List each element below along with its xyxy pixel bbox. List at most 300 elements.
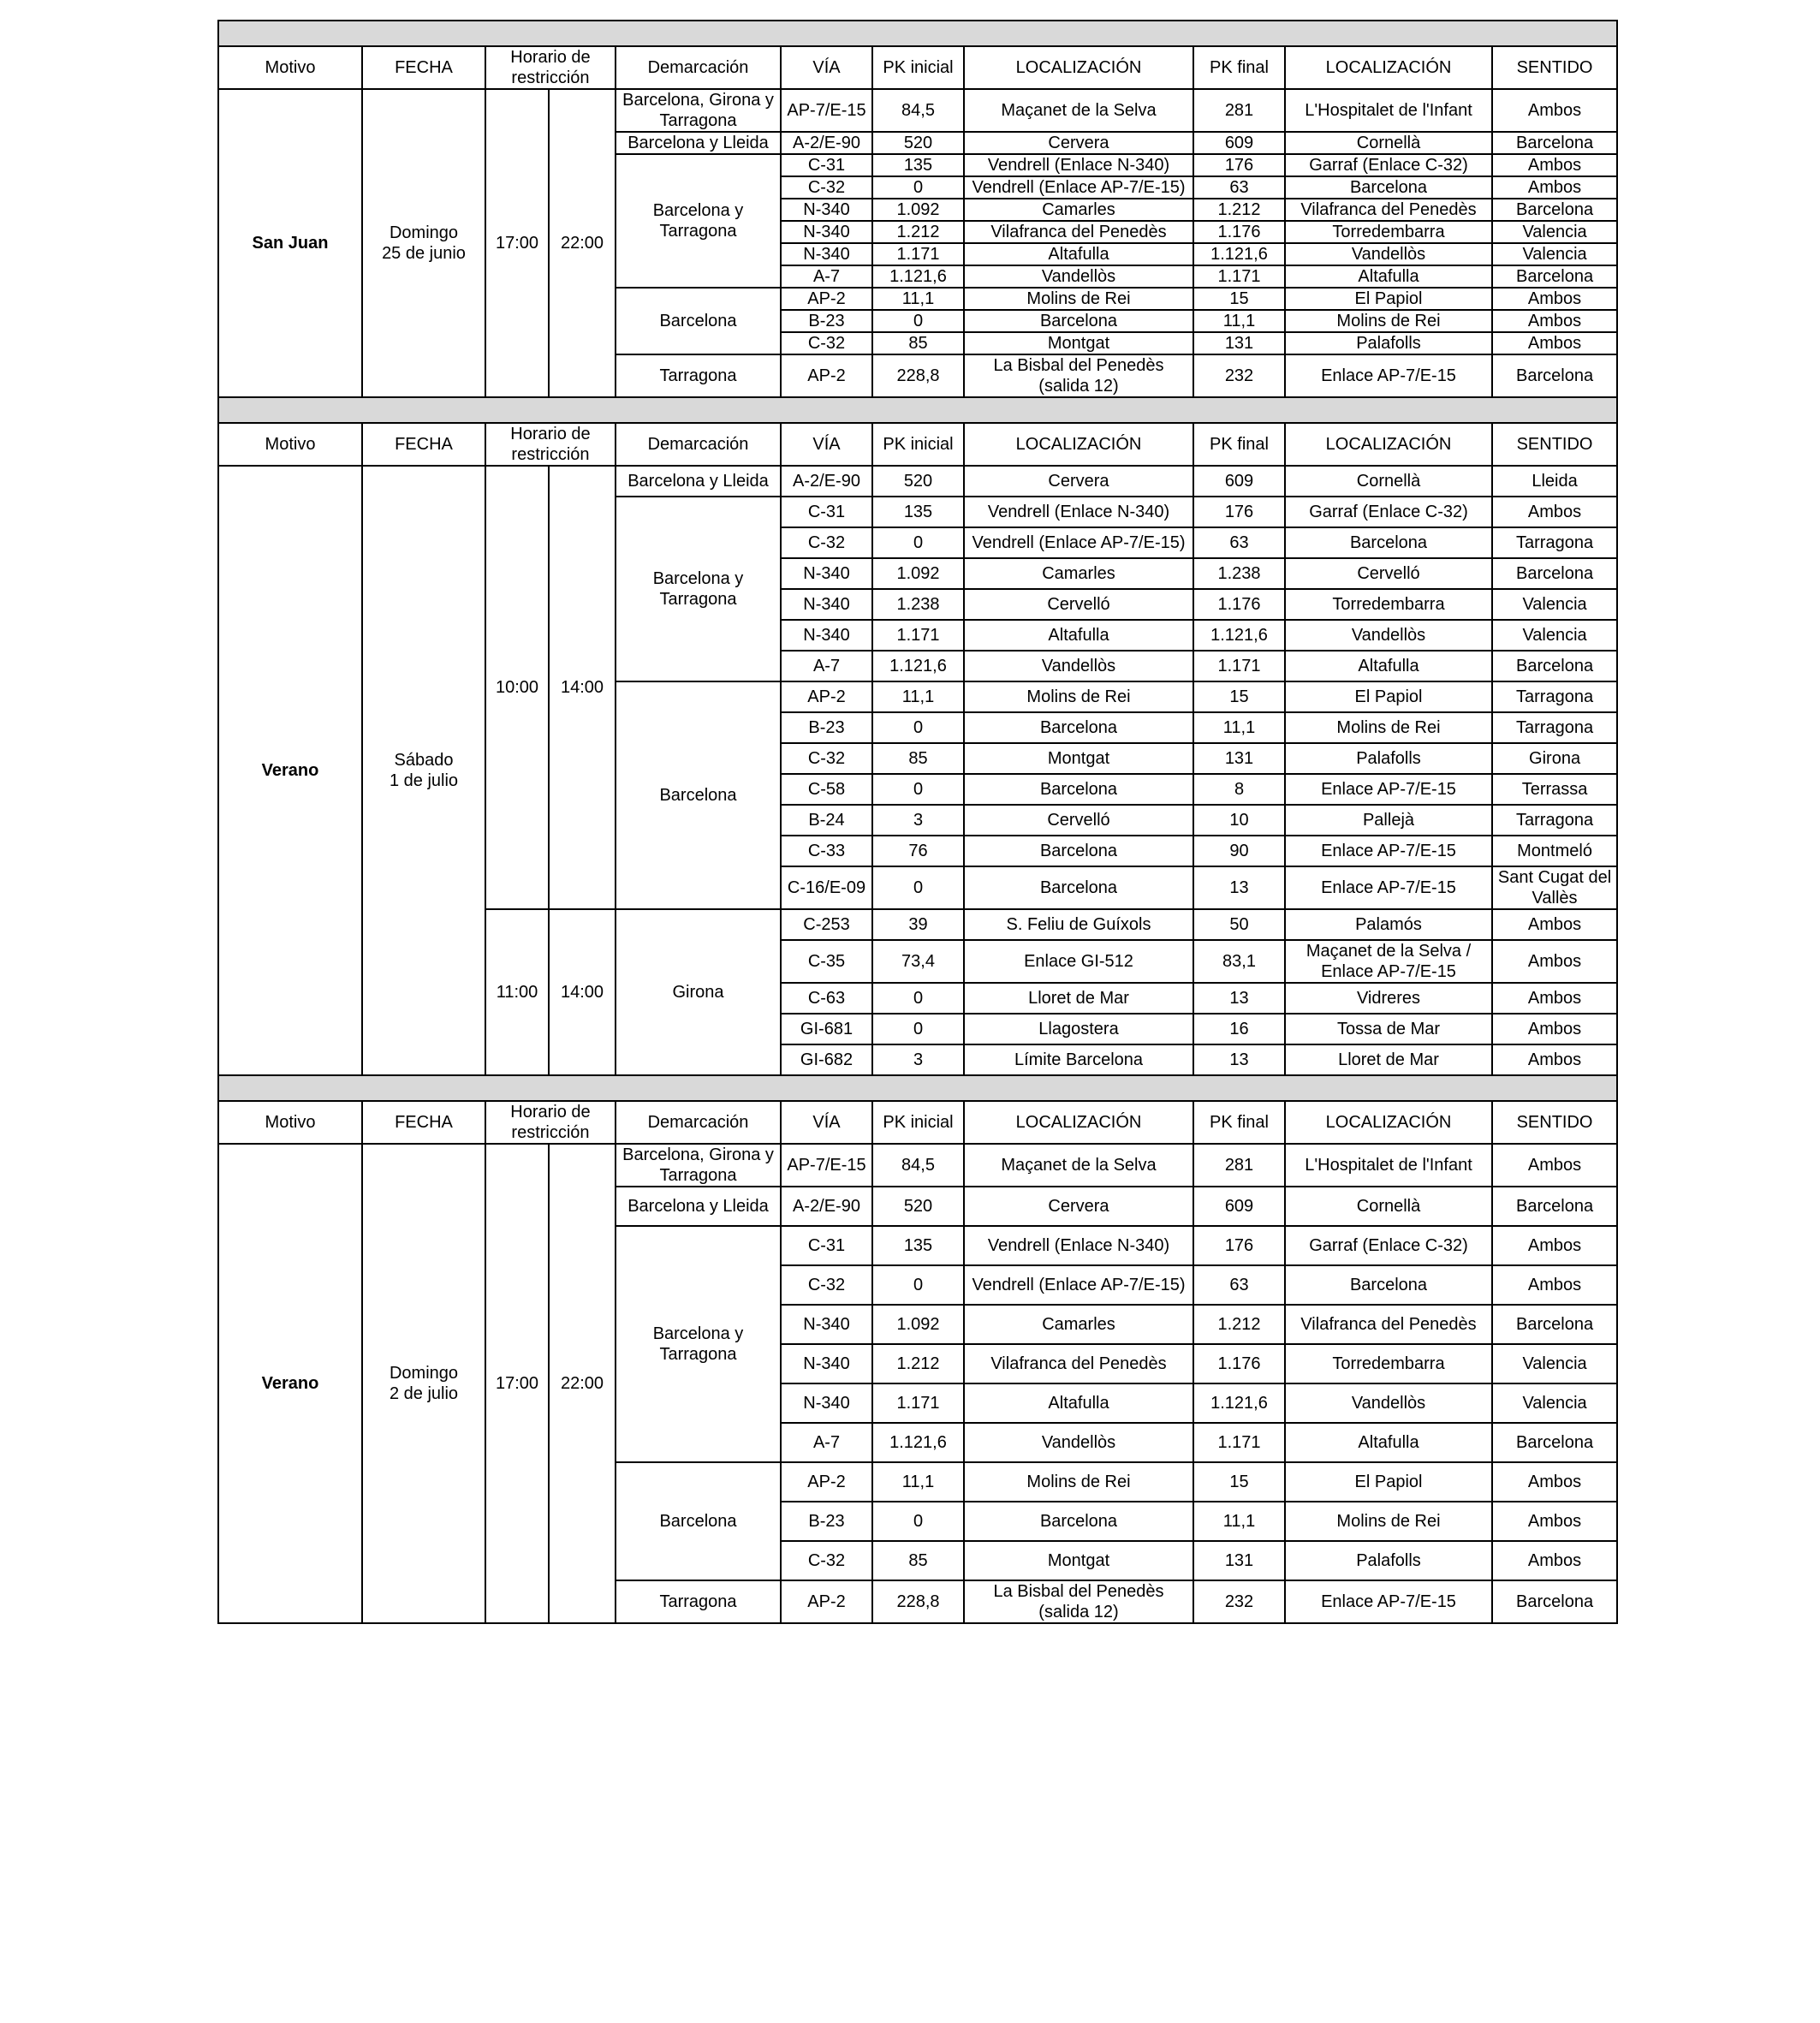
sentido-cell: Ambos [1492,288,1617,310]
localizacion-final-cell: Palafolls [1285,743,1492,774]
pk-final-cell: 1.171 [1193,1423,1285,1462]
localizacion-final-cell: El Papiol [1285,681,1492,712]
sentido-cell: Tarragona [1492,681,1617,712]
header-localizacion-inicial: LOCALIZACIÓN [964,1101,1193,1144]
sentido-cell: Barcelona [1492,651,1617,681]
localizacion-final-cell: Palafolls [1285,332,1492,354]
pk-final-cell: 281 [1193,89,1285,132]
sentido-cell: Tarragona [1492,527,1617,558]
sentido-cell: Valencia [1492,221,1617,243]
header-horario: Horario de restricción [485,46,616,89]
via-cell: N-340 [781,1305,872,1344]
localizacion-inicial-cell: Vendrell (Enlace N-340) [964,497,1193,527]
pk-inicial-cell: 3 [872,805,964,836]
localizacion-inicial-cell: Cervelló [964,589,1193,620]
pk-inicial-cell: 135 [872,154,964,176]
via-cell: C-31 [781,154,872,176]
header-pk-inicial: PK inicial [872,46,964,89]
pk-inicial-cell: 520 [872,466,964,497]
via-cell: A-7 [781,651,872,681]
header-pk-inicial: PK inicial [872,1101,964,1144]
localizacion-final-cell: Barcelona [1285,1265,1492,1305]
localizacion-inicial-cell: Altafulla [964,243,1193,265]
localizacion-inicial-cell: Barcelona [964,866,1193,909]
pk-final-cell: 1.176 [1193,589,1285,620]
sentido-cell: Ambos [1492,909,1617,940]
via-cell: C-253 [781,909,872,940]
sentido-cell: Valencia [1492,243,1617,265]
localizacion-inicial-cell: Cervera [964,466,1193,497]
sentido-cell: Barcelona [1492,1580,1617,1623]
sentido-cell: Lleida [1492,466,1617,497]
horario-fin-cell: 22:00 [549,89,616,397]
localizacion-inicial-cell: Cervelló [964,805,1193,836]
via-cell: N-340 [781,221,872,243]
localizacion-final-cell: Cornellà [1285,132,1492,154]
localizacion-inicial-cell: Límite Barcelona [964,1044,1193,1075]
localizacion-inicial-cell: Maçanet de la Selva [964,1144,1193,1187]
pk-inicial-cell: 1.171 [872,620,964,651]
header-row [218,46,1617,89]
localizacion-final-cell: L'Hospitalet de l'Infant [1285,1144,1492,1187]
header-fecha: FECHA [362,46,485,89]
via-cell: C-32 [781,1541,872,1580]
section-band [218,397,1617,423]
pk-inicial-cell: 3 [872,1044,964,1075]
via-cell: N-340 [781,1344,872,1383]
pk-inicial-cell: 84,5 [872,1144,964,1187]
localizacion-final-cell: Pallejà [1285,805,1492,836]
localizacion-inicial-cell: Cervera [964,132,1193,154]
localizacion-inicial-cell: Barcelona [964,836,1193,866]
pk-final-cell: 10 [1193,805,1285,836]
via-cell: C-32 [781,527,872,558]
via-cell: A-7 [781,265,872,288]
sentido-cell: Sant Cugat del Vallès [1492,866,1617,909]
sentido-cell: Montmeló [1492,836,1617,866]
header-localizacion-inicial: LOCALIZACIÓN [964,423,1193,466]
header-motivo: Motivo [218,1101,362,1144]
header-localizacion-final: LOCALIZACIÓN [1285,423,1492,466]
localizacion-final-cell: Molins de Rei [1285,712,1492,743]
pk-final-cell: 15 [1193,1462,1285,1502]
localizacion-final-cell: Palamós [1285,909,1492,940]
pk-inicial-cell: 135 [872,1226,964,1265]
localizacion-inicial-cell: Altafulla [964,1383,1193,1423]
pk-inicial-cell: 39 [872,909,964,940]
restrictions-document [217,20,1618,1989]
header-motivo: Motivo [218,46,362,89]
pk-inicial-cell: 0 [872,176,964,199]
demarcacion-cell: Barcelona y Lleida [616,466,781,497]
localizacion-inicial-cell: Molins de Rei [964,1462,1193,1502]
localizacion-final-cell: Torredembarra [1285,589,1492,620]
localizacion-inicial-cell: Vilafranca del Penedès [964,1344,1193,1383]
localizacion-inicial-cell: Barcelona [964,774,1193,805]
table-row [218,466,1617,497]
pk-inicial-cell: 520 [872,132,964,154]
pk-final-cell: 13 [1193,983,1285,1014]
via-cell: C-31 [781,1226,872,1265]
pk-inicial-cell: 76 [872,836,964,866]
sentido-cell: Valencia [1492,620,1617,651]
pk-final-cell: 1.212 [1193,1305,1285,1344]
localizacion-final-cell: Palafolls [1285,1541,1492,1580]
localizacion-inicial-cell: Llagostera [964,1014,1193,1044]
pk-final-cell: 609 [1193,1187,1285,1226]
horario-fin-cell: 14:00 [549,466,616,909]
sentido-cell: Tarragona [1492,805,1617,836]
demarcacion-cell: Tarragona [616,354,781,397]
via-cell: C-16/E-09 [781,866,872,909]
pk-final-cell: 1.121,6 [1193,1383,1285,1423]
localizacion-final-cell: L'Hospitalet de l'Infant [1285,89,1492,132]
localizacion-inicial-cell: Barcelona [964,712,1193,743]
localizacion-final-cell: Altafulla [1285,265,1492,288]
sentido-cell: Ambos [1492,1014,1617,1044]
localizacion-final-cell: Enlace AP-7/E-15 [1285,1580,1492,1623]
table-row [218,89,1617,132]
localizacion-final-cell: Enlace AP-7/E-15 [1285,354,1492,397]
section-band-cell [218,1075,1617,1101]
horario-fin-cell: 14:00 [549,909,616,1075]
via-cell: GI-681 [781,1014,872,1044]
fecha-cell: Sábado 1 de julio [362,466,485,1075]
pk-final-cell: 609 [1193,132,1285,154]
header-sentido: SENTIDO [1492,1101,1617,1144]
localizacion-inicial-cell: Vendrell (Enlace N-340) [964,1226,1193,1265]
pk-inicial-cell: 0 [872,310,964,332]
localizacion-inicial-cell: S. Feliu de Guíxols [964,909,1193,940]
localizacion-final-cell: Cornellà [1285,466,1492,497]
header-localizacion-inicial: LOCALIZACIÓN [964,46,1193,89]
via-cell: A-2/E-90 [781,1187,872,1226]
header-fecha: FECHA [362,1101,485,1144]
pk-inicial-cell: 11,1 [872,288,964,310]
via-cell: C-32 [781,176,872,199]
localizacion-inicial-cell: Molins de Rei [964,681,1193,712]
fecha-cell: Domingo 2 de julio [362,1144,485,1623]
motivo-cell: Verano [218,1144,362,1623]
header-localizacion-final: LOCALIZACIÓN [1285,1101,1492,1144]
pk-inicial-cell: 0 [872,1265,964,1305]
via-cell: N-340 [781,589,872,620]
via-cell: AP-2 [781,681,872,712]
localizacion-inicial-cell: Cervera [964,1187,1193,1226]
header-row [218,1101,1617,1144]
sentido-cell: Ambos [1492,1144,1617,1187]
header-demarcacion: Demarcación [616,46,781,89]
localizacion-final-cell: Garraf (Enlace C-32) [1285,497,1492,527]
header-motivo: Motivo [218,423,362,466]
header-sentido: SENTIDO [1492,423,1617,466]
header-pk-inicial: PK inicial [872,423,964,466]
localizacion-inicial-cell: Barcelona [964,1502,1193,1541]
pk-final-cell: 50 [1193,909,1285,940]
pk-final-cell: 15 [1193,681,1285,712]
pk-inicial-cell: 0 [872,983,964,1014]
via-cell: B-24 [781,805,872,836]
localizacion-inicial-cell: Vandellòs [964,265,1193,288]
pk-final-cell: 63 [1193,527,1285,558]
sentido-cell: Barcelona [1492,132,1617,154]
sentido-cell: Ambos [1492,310,1617,332]
demarcacion-cell: Barcelona, Girona y Tarragona [616,1144,781,1187]
localizacion-inicial-cell: Vendrell (Enlace AP-7/E-15) [964,176,1193,199]
demarcacion-cell: Barcelona y Tarragona [616,1226,781,1462]
horario-inicio-cell: 10:00 [485,466,549,909]
localizacion-final-cell: Cervelló [1285,558,1492,589]
localizacion-inicial-cell: Vendrell (Enlace AP-7/E-15) [964,1265,1193,1305]
localizacion-final-cell: Lloret de Mar [1285,1044,1492,1075]
sentido-cell: Ambos [1492,332,1617,354]
pk-final-cell: 131 [1193,332,1285,354]
pk-final-cell: 11,1 [1193,712,1285,743]
header-pk-final: PK final [1193,1101,1285,1144]
section-band-cell [218,21,1617,46]
sentido-cell: Ambos [1492,89,1617,132]
via-cell: AP-2 [781,1580,872,1623]
pk-final-cell: 232 [1193,1580,1285,1623]
sentido-cell: Valencia [1492,1344,1617,1383]
pk-inicial-cell: 1.171 [872,1383,964,1423]
sentido-cell: Ambos [1492,176,1617,199]
sentido-cell: Barcelona [1492,199,1617,221]
localizacion-inicial-cell: Vilafranca del Penedès [964,221,1193,243]
header-pk-final: PK final [1193,46,1285,89]
pk-inicial-cell: 1.171 [872,243,964,265]
pk-final-cell: 63 [1193,1265,1285,1305]
localizacion-final-cell: Torredembarra [1285,221,1492,243]
localizacion-final-cell: Vandellòs [1285,620,1492,651]
sentido-cell: Ambos [1492,497,1617,527]
demarcacion-cell: Barcelona [616,288,781,354]
motivo-cell: Verano [218,466,362,1075]
pk-final-cell: 609 [1193,466,1285,497]
localizacion-final-cell: Enlace AP-7/E-15 [1285,774,1492,805]
demarcacion-cell: Barcelona y Lleida [616,1187,781,1226]
localizacion-final-cell: Torredembarra [1285,1344,1492,1383]
sentido-cell: Barcelona [1492,1423,1617,1462]
pk-inicial-cell: 1.238 [872,589,964,620]
pk-final-cell: 1.121,6 [1193,620,1285,651]
header-horario: Horario de restricción [485,1101,616,1144]
sentido-cell: Ambos [1492,983,1617,1014]
section-band [218,1075,1617,1101]
via-cell: GI-682 [781,1044,872,1075]
via-cell: B-23 [781,712,872,743]
header-via: VÍA [781,46,872,89]
horario-fin-cell: 22:00 [549,1144,616,1623]
sentido-cell: Valencia [1492,589,1617,620]
demarcacion-cell: Barcelona, Girona y Tarragona [616,89,781,132]
via-cell: AP-7/E-15 [781,1144,872,1187]
header-fecha: FECHA [362,423,485,466]
pk-inicial-cell: 228,8 [872,354,964,397]
via-cell: A-2/E-90 [781,466,872,497]
sentido-cell: Tarragona [1492,712,1617,743]
header-demarcacion: Demarcación [616,1101,781,1144]
demarcacion-cell: Barcelona [616,1462,781,1580]
localizacion-final-cell: Altafulla [1285,651,1492,681]
pk-final-cell: 1.176 [1193,1344,1285,1383]
via-cell: AP-2 [781,354,872,397]
sentido-cell: Valencia [1492,1383,1617,1423]
via-cell: A-2/E-90 [781,132,872,154]
pk-inicial-cell: 1.092 [872,1305,964,1344]
localizacion-inicial-cell: La Bisbal del Penedès (salida 12) [964,1580,1193,1623]
restrictions-table [217,20,1618,1624]
localizacion-inicial-cell: Montgat [964,743,1193,774]
localizacion-final-cell: Altafulla [1285,1423,1492,1462]
via-cell: B-23 [781,1502,872,1541]
pk-inicial-cell: 1.121,6 [872,651,964,681]
via-cell: C-35 [781,940,872,983]
header-localizacion-final: LOCALIZACIÓN [1285,46,1492,89]
via-cell: C-32 [781,1265,872,1305]
localizacion-inicial-cell: Vendrell (Enlace N-340) [964,154,1193,176]
pk-final-cell: 1.171 [1193,651,1285,681]
pk-final-cell: 15 [1193,288,1285,310]
pk-final-cell: 16 [1193,1014,1285,1044]
localizacion-final-cell: Vidreres [1285,983,1492,1014]
pk-inicial-cell: 84,5 [872,89,964,132]
pk-inicial-cell: 1.092 [872,558,964,589]
demarcacion-cell: Barcelona y Lleida [616,132,781,154]
pk-inicial-cell: 0 [872,712,964,743]
pk-final-cell: 131 [1193,1541,1285,1580]
localizacion-inicial-cell: Altafulla [964,620,1193,651]
localizacion-final-cell: Vandellòs [1285,243,1492,265]
demarcacion-cell: Barcelona [616,681,781,909]
localizacion-inicial-cell: Vendrell (Enlace AP-7/E-15) [964,527,1193,558]
pk-inicial-cell: 85 [872,743,964,774]
demarcacion-cell: Barcelona y Tarragona [616,497,781,681]
pk-final-cell: 1.171 [1193,265,1285,288]
sentido-cell: Ambos [1492,1541,1617,1580]
pk-final-cell: 11,1 [1193,1502,1285,1541]
via-cell: C-32 [781,743,872,774]
sentido-cell: Ambos [1492,940,1617,983]
sentido-cell: Barcelona [1492,1187,1617,1226]
sentido-cell: Girona [1492,743,1617,774]
sentido-cell: Ambos [1492,1265,1617,1305]
horario-inicio-cell: 17:00 [485,1144,549,1623]
sentido-cell: Ambos [1492,154,1617,176]
header-pk-final: PK final [1193,423,1285,466]
pk-inicial-cell: 11,1 [872,1462,964,1502]
localizacion-inicial-cell: Vandellòs [964,1423,1193,1462]
sentido-cell: Barcelona [1492,265,1617,288]
pk-final-cell: 63 [1193,176,1285,199]
pk-inicial-cell: 520 [872,1187,964,1226]
via-cell: B-23 [781,310,872,332]
sentido-cell: Ambos [1492,1226,1617,1265]
pk-final-cell: 83,1 [1193,940,1285,983]
demarcacion-cell: Tarragona [616,1580,781,1623]
header-via: VÍA [781,423,872,466]
pk-final-cell: 8 [1193,774,1285,805]
via-cell: C-33 [781,836,872,866]
localizacion-final-cell: Garraf (Enlace C-32) [1285,1226,1492,1265]
via-cell: A-7 [781,1423,872,1462]
localizacion-final-cell: Molins de Rei [1285,310,1492,332]
via-cell: AP-2 [781,1462,872,1502]
localizacion-final-cell: Enlace AP-7/E-15 [1285,836,1492,866]
pk-inicial-cell: 85 [872,1541,964,1580]
localizacion-inicial-cell: Camarles [964,199,1193,221]
demarcacion-cell: Girona [616,909,781,1075]
localizacion-final-cell: Garraf (Enlace C-32) [1285,154,1492,176]
localizacion-inicial-cell: Camarles [964,1305,1193,1344]
pk-inicial-cell: 135 [872,497,964,527]
pk-final-cell: 176 [1193,154,1285,176]
localizacion-inicial-cell: Montgat [964,1541,1193,1580]
pk-final-cell: 1.176 [1193,221,1285,243]
horario-inicio-cell: 17:00 [485,89,549,397]
localizacion-final-cell: El Papiol [1285,288,1492,310]
localizacion-final-cell: Maçanet de la Selva / Enlace AP-7/E-15 [1285,940,1492,983]
pk-inicial-cell: 1.121,6 [872,265,964,288]
localizacion-final-cell: El Papiol [1285,1462,1492,1502]
via-cell: N-340 [781,1383,872,1423]
sentido-cell: Barcelona [1492,354,1617,397]
pk-final-cell: 131 [1193,743,1285,774]
pk-final-cell: 13 [1193,866,1285,909]
sentido-cell: Terrassa [1492,774,1617,805]
demarcacion-cell: Barcelona y Tarragona [616,154,781,288]
horario-inicio-cell: 11:00 [485,909,549,1075]
localizacion-final-cell: Vilafranca del Penedès [1285,199,1492,221]
via-cell: N-340 [781,558,872,589]
pk-final-cell: 1.238 [1193,558,1285,589]
localizacion-final-cell: Vandellòs [1285,1383,1492,1423]
pk-inicial-cell: 0 [872,527,964,558]
localizacion-inicial-cell: Lloret de Mar [964,983,1193,1014]
pk-inicial-cell: 1.121,6 [872,1423,964,1462]
via-cell: AP-2 [781,288,872,310]
pk-inicial-cell: 0 [872,1014,964,1044]
sentido-cell: Barcelona [1492,1305,1617,1344]
localizacion-inicial-cell: Maçanet de la Selva [964,89,1193,132]
localizacion-final-cell: Enlace AP-7/E-15 [1285,866,1492,909]
pk-inicial-cell: 1.212 [872,1344,964,1383]
localizacion-inicial-cell: Vandellòs [964,651,1193,681]
via-cell: C-63 [781,983,872,1014]
localizacion-final-cell: Molins de Rei [1285,1502,1492,1541]
via-cell: N-340 [781,199,872,221]
section-band-cell [218,397,1617,423]
pk-inicial-cell: 1.212 [872,221,964,243]
localizacion-final-cell: Barcelona [1285,527,1492,558]
localizacion-inicial-cell: Montgat [964,332,1193,354]
pk-final-cell: 90 [1193,836,1285,866]
localizacion-inicial-cell: Molins de Rei [964,288,1193,310]
pk-inicial-cell: 1.092 [872,199,964,221]
localizacion-final-cell: Barcelona [1285,176,1492,199]
header-demarcacion: Demarcación [616,423,781,466]
table-row [218,1144,1617,1187]
pk-inicial-cell: 73,4 [872,940,964,983]
localizacion-inicial-cell: La Bisbal del Penedès (salida 12) [964,354,1193,397]
pk-inicial-cell: 228,8 [872,1580,964,1623]
pk-final-cell: 1.212 [1193,199,1285,221]
via-cell: N-340 [781,620,872,651]
sentido-cell: Ambos [1492,1462,1617,1502]
pk-final-cell: 232 [1193,354,1285,397]
via-cell: AP-7/E-15 [781,89,872,132]
pk-inicial-cell: 0 [872,1502,964,1541]
